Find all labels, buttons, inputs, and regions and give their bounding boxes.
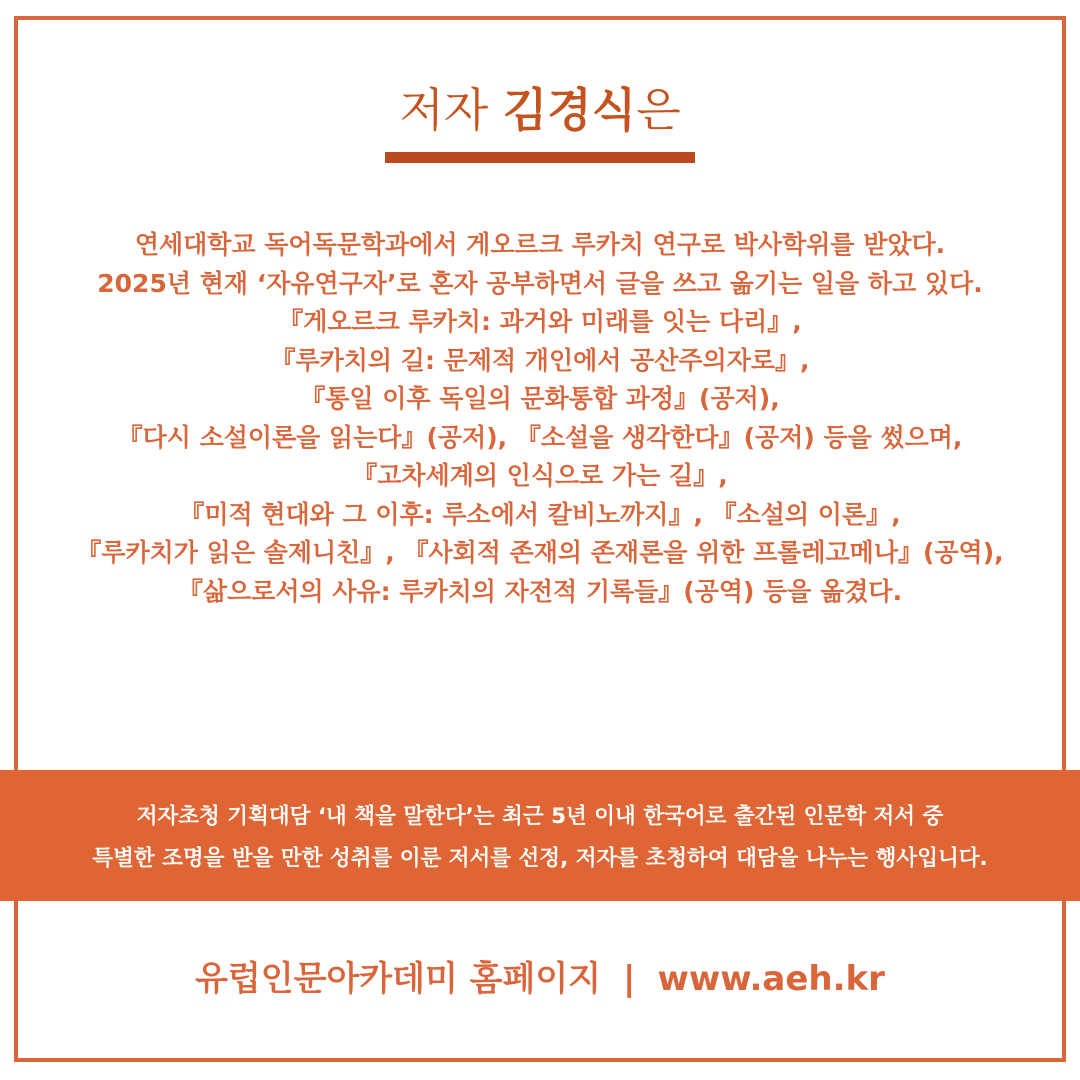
page-title bbox=[0, 78, 1080, 142]
bio-line: 『게오르크 루카치: 과거와 미래를 잇는 다리』, bbox=[278, 307, 802, 336]
bio-line: 『삶으로서의 사유: 루카치의 자전적 기록들』(공역) 등을 옮겼다. bbox=[177, 576, 903, 606]
bio-line: 『루카치의 길: 문제적 개인에서 공산주의자로』, bbox=[270, 345, 810, 375]
bio-line: 『다시 소설이론을 읽는다』(공저), 『소설을 생각한다』(공저) 등을 썼으며, bbox=[117, 422, 963, 452]
event-notice-banner bbox=[0, 770, 1080, 901]
title-suffix: 은 bbox=[636, 83, 681, 137]
footer-separator: | bbox=[623, 959, 636, 999]
bio-line: 『고차세계의 인식으로 가는 길』, bbox=[352, 461, 728, 490]
bio-line: 『통일 이후 독일의 문화통합 과정』(공저), bbox=[300, 384, 780, 413]
site-name: 유럽인문아카데미 홈페이지 bbox=[195, 959, 602, 999]
title-underline bbox=[385, 152, 695, 163]
bio-line: 2025년 현재 ‘자유연구자’로 혼자 공부하면서 글을 쓰고 옮기는 일을 하고 있다. bbox=[97, 268, 983, 298]
homepage-footer bbox=[0, 952, 1080, 1006]
website-url: www.aeh.kr bbox=[657, 959, 885, 999]
bio-line: 연세대학교 독어독문학과에서 게오르크 루카치 연구로 박사학위를 받았다. bbox=[134, 230, 946, 259]
author-name: 김경식 bbox=[502, 83, 637, 137]
bio-line: 『미적 현대와 그 이후: 루소에서 칼비노까지』, 『소설의 이론』, bbox=[179, 499, 901, 529]
notice-line: 특별한 조명을 받을 만한 성취를 이룬 저서를 선정, 저자를 초청하여 대담을 나누는 행사입니다. bbox=[92, 846, 988, 871]
notice-line: 저자초청 기획대담 ‘내 책을 말한다’는 최근 5년 이내 한국어로 출간된 인문학 저서 중 bbox=[136, 804, 944, 829]
bio-line: 『루카치가 읽은 솔제니친』, 『사회적 존재의 존재론을 위한 프롤레고메나』(공역), bbox=[76, 538, 1004, 567]
author-biography bbox=[20, 226, 1060, 611]
title-prefix: 저자 bbox=[399, 83, 503, 137]
